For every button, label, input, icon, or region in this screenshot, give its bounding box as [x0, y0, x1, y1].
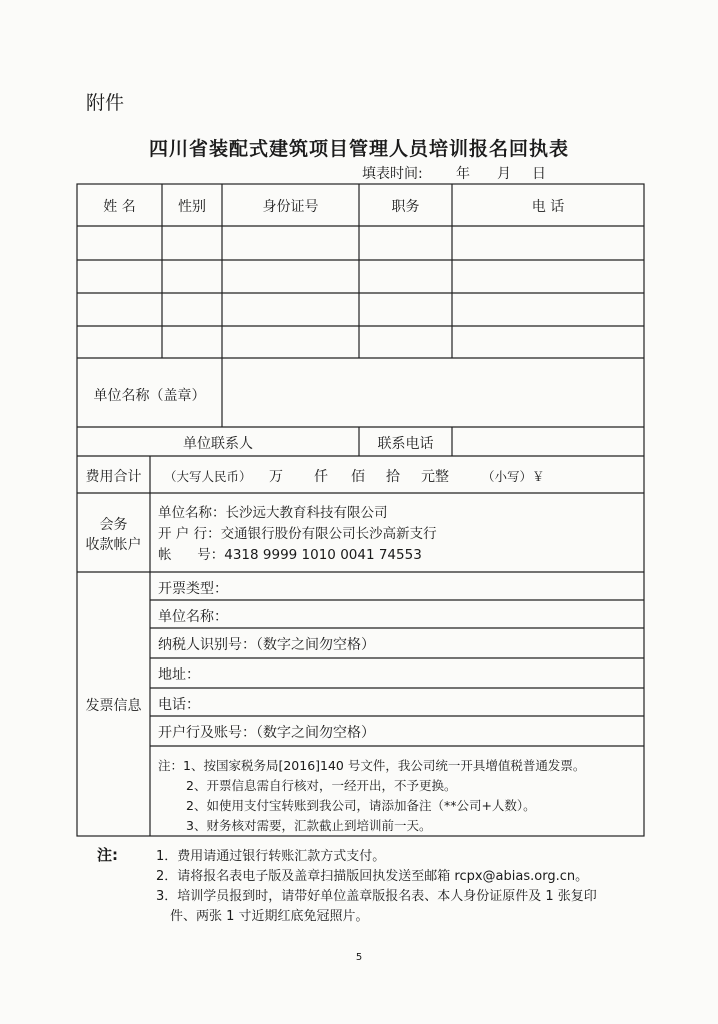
- fee-yuan: 元整: [421, 469, 449, 485]
- footnote-3: 3．培训学员报到时，请带好单位盖章版报名表、本人身份证原件及 1 张复印: [156, 889, 597, 904]
- footnote-label: 注:: [97, 846, 118, 864]
- fill-date-label: 填表时间:: [362, 166, 423, 182]
- invoice-info-label: 发票信息: [85, 698, 142, 714]
- account-bank: 开 户 行：交通银行股份有限公司长沙高新支行: [158, 526, 437, 542]
- invoice-type-field[interactable]: 开票类型：: [158, 581, 228, 597]
- fill-date-month: 月: [497, 166, 511, 182]
- invoice-tax-id-field[interactable]: 纳税人识别号：（数字之间勿空格）: [158, 637, 375, 653]
- column-header-id-number: 身份证号: [262, 199, 319, 215]
- column-header-gender: 性别: [178, 199, 206, 215]
- unit-name-label: 单位名称（盖章）: [93, 388, 206, 404]
- invoice-note-3: 2、如使用支付宝转账到我公司，请添加备注（**公司+人数）。: [186, 798, 536, 813]
- invoice-unit-name-field[interactable]: 单位名称：: [158, 609, 228, 625]
- account-label-line2: 收款帐户: [85, 537, 142, 553]
- invoice-address-field[interactable]: 地址：: [158, 667, 200, 683]
- footnote-2: 2．请将报名表电子版及盖章扫描版回执发送至邮箱 rcpx@abias.org.cn。: [156, 869, 589, 884]
- footnote-3-continued: 件、两张 1 寸近期红底免冠照片。: [170, 909, 369, 924]
- attachment-label: 附件: [86, 92, 125, 114]
- account-label-line1: 会务: [99, 517, 128, 533]
- contact-phone-field[interactable]: [452, 427, 644, 456]
- fee-wan: 万: [269, 469, 283, 485]
- fill-date-day: 日: [532, 166, 546, 182]
- account-number: 帐 号：4318 9999 1010 0041 74553: [158, 547, 422, 563]
- person-entry-rows[interactable]: [77, 226, 644, 358]
- fee-lower-label: （小写）￥: [482, 469, 545, 484]
- fee-upper-label: （大写人民币）: [164, 469, 252, 484]
- fill-date-year: 年: [456, 166, 470, 182]
- column-header-position: 职务: [391, 199, 420, 215]
- invoice-phone-field[interactable]: 电话：: [158, 697, 200, 713]
- account-unit-name: 单位名称：长沙远大教育科技有限公司: [158, 505, 388, 521]
- unit-contact-label: 单位联系人: [183, 436, 253, 452]
- fee-shi: 拾: [386, 469, 400, 485]
- fee-bai: 佰: [351, 469, 365, 485]
- page-number: 5: [355, 952, 363, 963]
- invoice-note-1: 注：1、按国家税务局[2016]140 号文件，我公司统一开具增值税普通发票。: [158, 758, 586, 773]
- column-header-name: 姓 名: [103, 199, 136, 215]
- invoice-note-2: 2、开票信息需自行核对，一经开出，不予更换。: [186, 778, 457, 793]
- contact-phone-label: 联系电话: [377, 436, 434, 452]
- fee-qian: 仟: [314, 469, 328, 485]
- fee-total-label: 费用合计: [85, 469, 142, 485]
- footnote-1: 1．费用请通过银行转账汇款方式支付。: [156, 849, 386, 864]
- invoice-note-4: 3、财务核对需要，汇款截止到培训前一天。: [186, 818, 432, 833]
- invoice-bank-account-field[interactable]: 开户行及账号：（数字之间勿空格）: [158, 725, 375, 741]
- column-header-phone: 电 话: [531, 199, 565, 215]
- unit-name-field[interactable]: [222, 358, 644, 427]
- form-title: 四川省装配式建筑项目管理人员培训报名回执表: [148, 138, 569, 160]
